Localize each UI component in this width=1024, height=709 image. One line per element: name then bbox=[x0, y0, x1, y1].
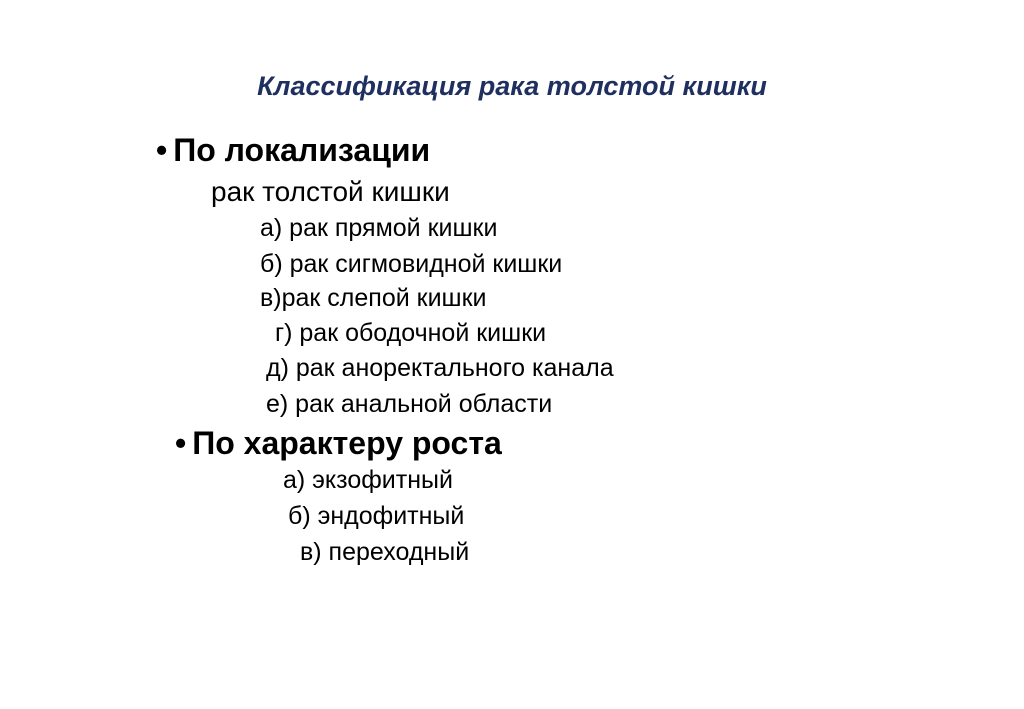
slide-title: Классификация рака толстой кишки bbox=[257, 71, 767, 101]
list-item: б) рак сигмовидной кишки bbox=[260, 250, 563, 278]
list-item: а) экзофитный bbox=[283, 466, 453, 494]
list-item: б) эндофитный bbox=[288, 502, 465, 530]
list-item: е) рак анальной области bbox=[266, 390, 553, 418]
bullet-icon: • bbox=[156, 132, 168, 168]
section-localization-subheading: рак толстой кишки bbox=[211, 176, 450, 207]
list-item: г) рак ободочной кишки bbox=[275, 319, 547, 347]
heading-text: По характеру роста bbox=[192, 425, 502, 461]
list-item: а) рак прямой кишки bbox=[260, 214, 498, 242]
list-item: в) переходный bbox=[300, 538, 470, 566]
bullet-icon: • bbox=[175, 425, 187, 461]
section-localization-heading bbox=[156, 131, 430, 169]
list-item: д) рак аноректального канала bbox=[266, 354, 614, 382]
heading-text: По локализации bbox=[173, 132, 431, 168]
section-growth-heading bbox=[175, 424, 502, 462]
list-item: в)рак слепой кишки bbox=[260, 284, 487, 312]
